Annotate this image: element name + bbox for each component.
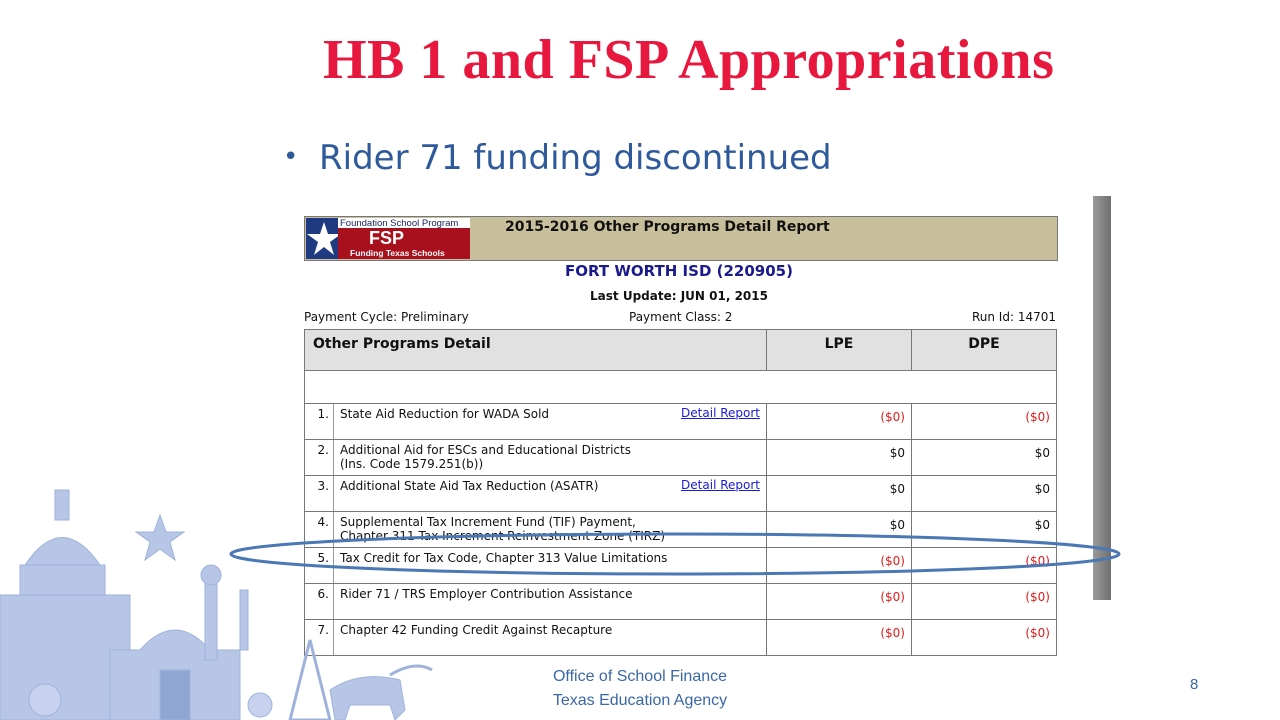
slide-title: HB 1 and FSP Appropriations	[323, 29, 1055, 91]
row-dpe: $0	[912, 512, 1057, 548]
district-name: FORT WORTH ISD (220905)	[565, 262, 793, 280]
page-number: 8	[1190, 676, 1199, 693]
row-index: 5.	[305, 548, 334, 584]
table-row	[305, 404, 1057, 440]
row-description-text: Tax Credit for Tax Code, Chapter 313 Value Limitations	[340, 551, 668, 565]
report-title: 2015-2016 Other Programs Detail Report	[505, 219, 830, 235]
footer-line-2: Texas Education Agency	[552, 692, 728, 709]
run-id: Run Id: 14701	[971, 310, 1056, 324]
row-dpe: ($0)	[912, 620, 1057, 656]
row-description-text: Supplemental Tax Increment Fund (TIF) Payment,	[340, 515, 636, 529]
payment-class: Payment Class: 2	[629, 310, 733, 324]
row-index: 7.	[305, 620, 334, 656]
footer-line-1: Office of School Finance	[552, 668, 728, 685]
row-lpe: $0	[767, 440, 912, 476]
capitol-dome-icon	[25, 538, 100, 566]
row-lpe: $0	[767, 512, 912, 548]
row-lpe: $0	[767, 476, 912, 512]
row-description	[334, 404, 767, 440]
row-lpe: ($0)	[767, 548, 912, 584]
longhorn-icon	[330, 677, 405, 720]
row-index: 2.	[305, 440, 334, 476]
footer-office	[500, 665, 780, 713]
row-index: 6.	[305, 584, 334, 620]
column-header-lpe: LPE	[767, 330, 912, 371]
payment-cycle: Payment Cycle: Preliminary	[304, 310, 469, 324]
row-description-text: State Aid Reduction for WADA Sold	[340, 407, 550, 421]
star-emblem-icon	[136, 515, 184, 560]
texas-landmarks-illustration	[0, 470, 440, 720]
spacer-row	[305, 371, 1057, 404]
detail-report-link[interactable]: Detail Report	[681, 478, 760, 492]
row-description-text: Additional Aid for ESCs and Educational Districts	[340, 443, 631, 457]
row-lpe: ($0)	[767, 620, 912, 656]
tower-icon	[205, 580, 217, 660]
report-scrollbar	[1093, 196, 1111, 600]
logo-top-text: Foundation School Program	[340, 218, 459, 229]
row-index: 1.	[305, 404, 334, 440]
detail-report-link[interactable]: Detail Report	[681, 406, 760, 420]
row-description-text: Chapter 42 Funding Credit Against Recapture	[340, 623, 613, 637]
row-lpe: ($0)	[767, 404, 912, 440]
table-header-row	[305, 330, 1057, 371]
capitol-spire-icon	[55, 490, 69, 520]
report-header	[304, 216, 1058, 261]
row-description-text: Additional State Aid Tax Reduction (ASATR)	[340, 479, 599, 493]
row-index: 4.	[305, 512, 334, 548]
row-dpe: $0	[912, 476, 1057, 512]
fsp-logo	[306, 218, 470, 259]
row-dpe: ($0)	[912, 584, 1057, 620]
row-dpe: $0	[912, 440, 1057, 476]
logo-big-text: FSP	[369, 228, 405, 248]
column-header-programs: Other Programs Detail	[305, 330, 767, 371]
last-update: Last Update: JUN 01, 2015	[590, 289, 768, 303]
row-dpe: ($0)	[912, 404, 1057, 440]
row-index: 3.	[305, 476, 334, 512]
logo-small-text: Funding Texas Schools	[350, 248, 445, 258]
row-dpe: ($0)	[912, 548, 1057, 584]
row-description-text: Rider 71 / TRS Employer Contribution Assistance	[340, 587, 633, 601]
bullet-point	[283, 138, 832, 178]
bullet-text: Rider 71 funding discontinued	[319, 138, 832, 178]
bullet-dot-icon: •	[283, 142, 299, 172]
column-header-dpe: DPE	[912, 330, 1057, 371]
row-lpe: ($0)	[767, 584, 912, 620]
oil-derrick-icon	[290, 640, 330, 720]
row-description-text-2: Chapter 311 Tax Increment Reinvestment Zone (TIRZ)	[340, 529, 666, 543]
report-meta-row	[304, 310, 1056, 326]
row-description-text-2: (Ins. Code 1579.251(b))	[340, 457, 484, 471]
